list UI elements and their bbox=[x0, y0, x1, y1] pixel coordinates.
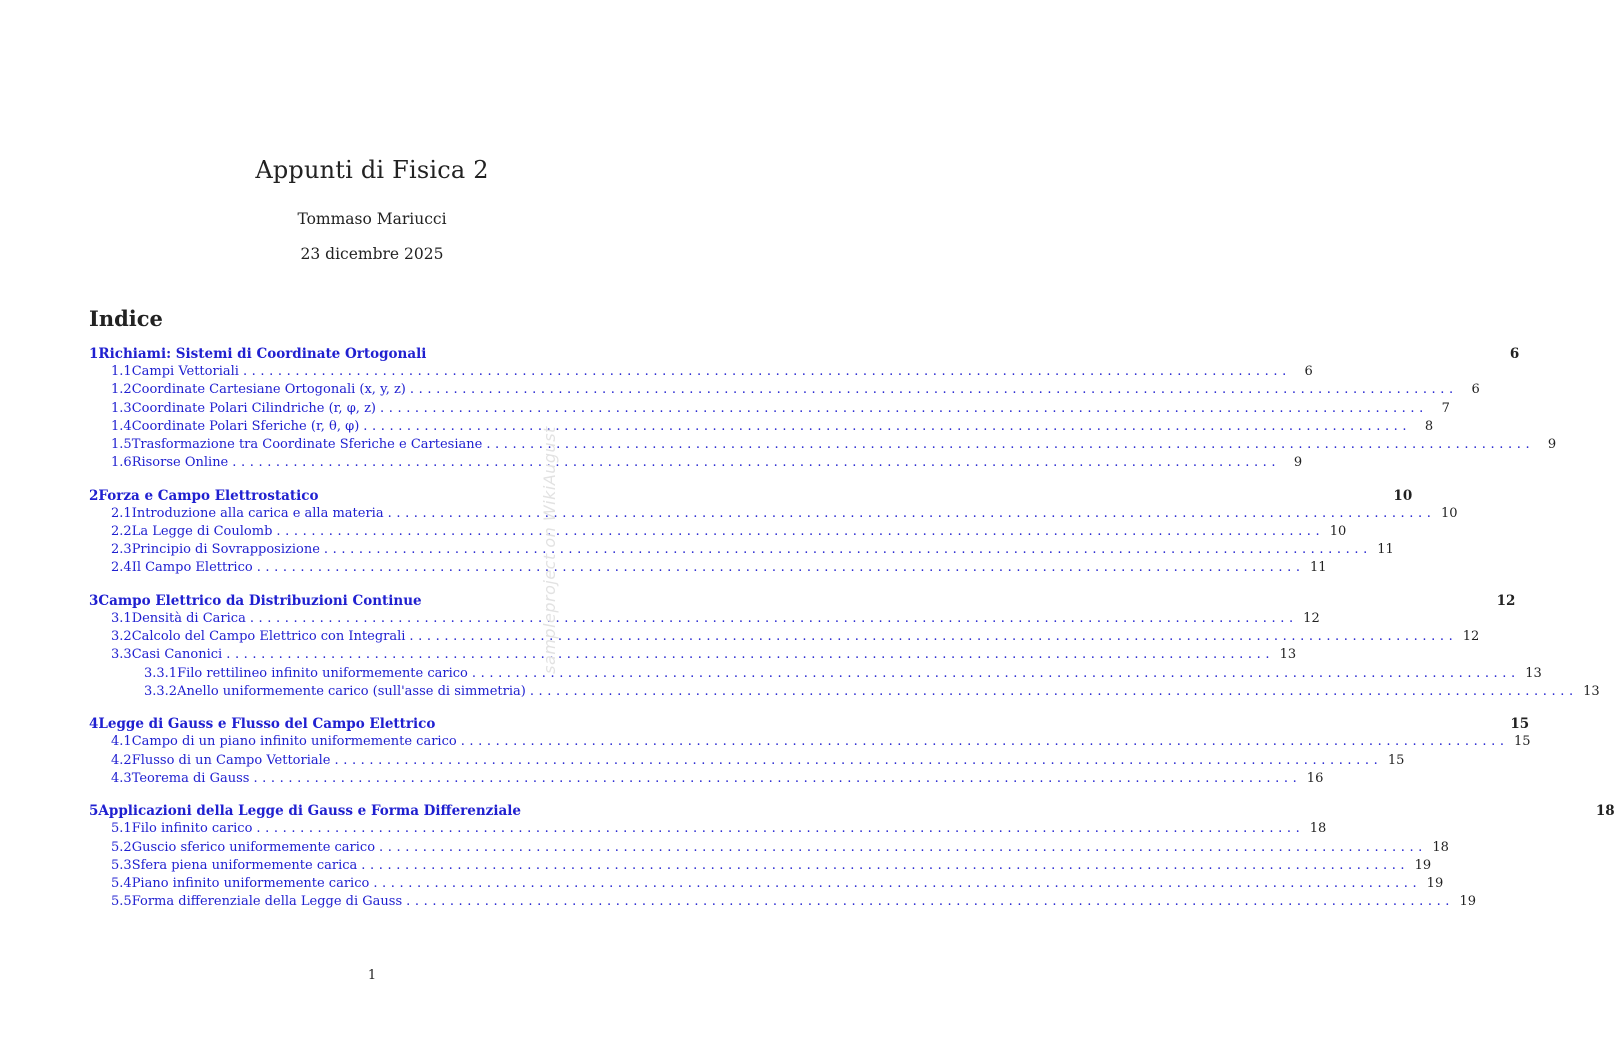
toc-entry-label[interactable]: Principio di Sovrapposizione bbox=[131, 542, 320, 558]
toc-entry-label[interactable]: Sfera piena uniformemente carica bbox=[131, 857, 358, 873]
toc-entry-number: 4.2 bbox=[111, 752, 132, 768]
toc-entry-number: 1.1 bbox=[111, 364, 132, 380]
toc-entry-number: 1.2 bbox=[111, 382, 132, 398]
toc-entry-page: 18 bbox=[1432, 839, 1449, 855]
toc-entry-label[interactable]: Trasformazione tra Coordinate Sferiche e Cartesiane bbox=[131, 437, 483, 452]
toc-leader-dots: ........................................................................................................................ bbox=[256, 821, 1305, 837]
toc-leader-dots: ........................................................................................................................ bbox=[226, 647, 1275, 663]
toc-entry-label[interactable]: Forma differenziale della Legge di Gauss bbox=[131, 894, 403, 910]
toc-leader-dots: ........................................................................................................................ bbox=[276, 524, 1325, 539]
toc-section-2-2[interactable] bbox=[89, 523, 1347, 541]
toc-section-1-2[interactable] bbox=[89, 381, 1480, 399]
toc-entry-page: 11 bbox=[1310, 560, 1327, 576]
toc-entry-number: 5 bbox=[89, 803, 99, 820]
toc-entry-page: 12 bbox=[1462, 629, 1480, 645]
toc-entry-label[interactable]: Campi Vettoriali bbox=[131, 364, 239, 380]
toc-entry-page: 6 bbox=[1509, 346, 1520, 362]
toc-entry-number: 3.3 bbox=[111, 647, 132, 663]
toc-entry-label[interactable]: Risorse Online bbox=[131, 455, 229, 471]
toc-leader-dots: ........................................................................................................................ bbox=[529, 683, 1578, 699]
toc-entry-number: 3.1 bbox=[111, 611, 132, 626]
toc-entry-label[interactable]: Densità di Carica bbox=[131, 611, 246, 626]
toc-entry-page: 13 bbox=[1279, 647, 1297, 663]
toc-entry-number: 5.3 bbox=[111, 857, 132, 873]
toc-leader-dots: ........................................................................................................................ bbox=[253, 770, 1302, 786]
toc-section-3-1[interactable] bbox=[89, 610, 1320, 628]
toc-leader-dots: ........................................................................................................................ bbox=[232, 455, 1281, 471]
toc-heading: Indice bbox=[89, 306, 163, 331]
toc-leader-dots: ........................................................................................................................ bbox=[256, 560, 1305, 576]
toc-section-1-3[interactable] bbox=[89, 400, 1450, 418]
toc-entry-page: 15 bbox=[1387, 752, 1405, 768]
toc-section-5-2[interactable] bbox=[89, 839, 1449, 857]
toc-entry-number: 2 bbox=[89, 487, 99, 504]
toc-section-5-3[interactable] bbox=[89, 857, 1432, 875]
toc-leader-dots: ........................................................................................................................ bbox=[242, 364, 1291, 380]
toc-entry-page: 6 bbox=[1471, 382, 1480, 398]
toc-entry-label[interactable]: Coordinate Polari Sferiche (r, θ, φ) bbox=[131, 418, 360, 434]
toc-entry-label[interactable]: Richiami: Sistemi di Coordinate Ortogonali bbox=[98, 346, 427, 362]
toc-entry-page: 13 bbox=[1583, 683, 1600, 699]
toc-section-3-3[interactable] bbox=[89, 646, 1297, 664]
toc-entry-number: 2.2 bbox=[111, 524, 132, 539]
toc-chapter-5[interactable] bbox=[89, 802, 1615, 820]
toc-section-5-5[interactable] bbox=[89, 893, 1477, 911]
toc-entry-number: 5.1 bbox=[111, 821, 132, 837]
toc-entry-label[interactable]: Legge di Gauss e Flusso del Campo Elettrico bbox=[98, 716, 436, 733]
toc-leader-dots: ........................................................................................................................ bbox=[361, 857, 1410, 873]
toc-entry-page: 15 bbox=[1510, 716, 1530, 733]
toc-entry-page: 8 bbox=[1424, 418, 1434, 434]
toc-entry-number: 4 bbox=[89, 716, 99, 733]
toc-entry-page: 9 bbox=[1547, 437, 1557, 452]
toc-section-1-6[interactable] bbox=[89, 454, 1303, 472]
toc-entry-number: 3.3.1 bbox=[144, 665, 178, 681]
toc-subsection-3-3-1[interactable] bbox=[89, 665, 1542, 683]
toc-chapter-3[interactable] bbox=[89, 592, 1516, 610]
toc-section-2-3[interactable] bbox=[89, 541, 1394, 559]
toc-entry-label[interactable]: Campo Elettrico da Distribuzioni Continue bbox=[98, 592, 422, 609]
toc-leader-dots: ........................................................................................................................ bbox=[460, 734, 1509, 750]
toc-entry-page: 12 bbox=[1303, 611, 1320, 626]
toc-entry-page: 10 bbox=[1329, 524, 1347, 539]
toc-entry-page: 9 bbox=[1293, 455, 1303, 471]
toc-entry-label[interactable]: Filo rettilineo infinito uniformemente carico bbox=[177, 665, 468, 681]
toc-section-1-4[interactable] bbox=[89, 418, 1434, 436]
toc-entry-label[interactable]: Forza e Campo Elettrostatico bbox=[98, 487, 319, 504]
toc-entry-number: 5.5 bbox=[111, 894, 132, 910]
toc-entry-label[interactable]: Teorema di Gauss bbox=[131, 770, 250, 786]
document-title: Appunti di Fisica 2 bbox=[255, 156, 489, 184]
toc-entry-page: 18 bbox=[1309, 821, 1327, 837]
toc-entry-number: 1.3 bbox=[111, 400, 132, 416]
toc-entry-page: 18 bbox=[1595, 803, 1615, 820]
toc-leader-dots: ........................................................................................................................ bbox=[334, 752, 1383, 768]
toc-entry-number: 1.5 bbox=[111, 437, 132, 452]
toc-leader-dots: ........................................................................................................................ bbox=[387, 505, 1436, 521]
toc-entry-number: 3 bbox=[89, 592, 99, 609]
toc-entry-label[interactable]: Calcolo del Campo Elettrico con Integrali bbox=[131, 629, 406, 645]
toc-leader-dots: ........................................................................................................................ bbox=[380, 400, 1428, 416]
toc-chapter-1[interactable] bbox=[89, 345, 1520, 363]
toc-entry-page: 6 bbox=[1304, 364, 1313, 380]
toc-entry-page: 10 bbox=[1393, 487, 1413, 504]
toc-leader-dots: ........................................................................................................................ bbox=[406, 894, 1455, 910]
toc-leader-dots: ........................................................................................................................ bbox=[471, 665, 1520, 681]
document-date: 23 dicembre 2025 bbox=[300, 245, 444, 263]
toc-leader-dots: ........................................................................................................................ bbox=[373, 876, 1422, 891]
toc-entry-label[interactable]: La Legge di Coulomb bbox=[131, 524, 273, 539]
toc-entry-page: 15 bbox=[1514, 734, 1531, 750]
toc-section-5-1[interactable] bbox=[89, 820, 1327, 838]
toc-entry-page: 19 bbox=[1426, 876, 1444, 891]
toc-leader-dots: ........................................................................................................................ bbox=[409, 629, 1458, 645]
toc-section-2-4[interactable] bbox=[89, 559, 1327, 577]
toc-entry-page: 7 bbox=[1441, 400, 1450, 416]
toc-entry-number: 4.1 bbox=[111, 734, 132, 750]
toc-section-4-2[interactable] bbox=[89, 752, 1405, 770]
toc-entry-number: 1.4 bbox=[111, 418, 132, 434]
toc-entry-label[interactable]: Coordinate Polari Cilindriche (r, φ, z) bbox=[131, 400, 376, 416]
toc-entry-number: 1 bbox=[89, 346, 99, 362]
toc-entry-label[interactable]: Filo infinito carico bbox=[131, 821, 253, 837]
toc-entry-number: 5.2 bbox=[111, 839, 132, 855]
toc-entry-number: 2.1 bbox=[111, 505, 132, 521]
toc-entry-label[interactable]: Piano infinito uniformemente carico bbox=[131, 876, 370, 891]
toc-section-3-2[interactable] bbox=[89, 628, 1480, 646]
toc-entry-page: 11 bbox=[1377, 542, 1394, 558]
toc-section-1-1[interactable] bbox=[89, 363, 1313, 381]
toc-entry-label[interactable]: Il Campo Elettrico bbox=[131, 560, 253, 576]
toc-entry-number: 3.3.2 bbox=[144, 683, 178, 699]
document-author: Tommaso Mariucci bbox=[297, 210, 447, 228]
toc-entry-page: 12 bbox=[1496, 592, 1516, 609]
toc-entry-page: 13 bbox=[1525, 665, 1542, 681]
toc-entry-number: 2.3 bbox=[111, 542, 132, 558]
toc-subsection-3-3-2[interactable] bbox=[89, 683, 1600, 701]
toc-leader-dots: ........................................................................................................................ bbox=[249, 611, 1298, 626]
toc-leader-dots: ........................................................................................................................ bbox=[323, 542, 1372, 558]
toc-entry-label[interactable]: Anello uniformemente carico (sull'asse di simmetria) bbox=[177, 683, 526, 699]
toc-entry-page: 16 bbox=[1306, 770, 1324, 786]
toc-entry-label[interactable]: Campo di un piano infinito uniformemente carico bbox=[131, 734, 457, 750]
toc-entry-label[interactable]: Guscio sferico uniformemente carico bbox=[131, 839, 376, 855]
toc-leader-dots: ........................................................................................................................ bbox=[363, 418, 1412, 434]
toc-entry-label[interactable]: Flusso di un Campo Vettoriale bbox=[131, 752, 331, 768]
toc-section-5-4[interactable] bbox=[89, 875, 1444, 893]
toc-section-4-3[interactable] bbox=[89, 770, 1324, 788]
toc-section-1-5[interactable] bbox=[89, 436, 1557, 454]
toc-entry-number: 2.4 bbox=[111, 560, 132, 576]
toc-chapter-2[interactable] bbox=[89, 487, 1413, 505]
toc-entry-page: 10 bbox=[1440, 505, 1458, 521]
page-number: 1 bbox=[367, 968, 377, 983]
toc-leader-dots: ........................................................................................................................ bbox=[409, 382, 1458, 398]
toc-entry-number: 5.4 bbox=[111, 876, 132, 891]
toc-entry-page: 19 bbox=[1459, 894, 1477, 910]
toc-entry-number: 3.2 bbox=[111, 629, 132, 645]
watermark: sampleproject on WikiAugust bbox=[540, 426, 559, 674]
toc-entry-number: 1.6 bbox=[111, 455, 132, 471]
toc-chapter-4[interactable] bbox=[89, 715, 1530, 733]
toc-leader-dots: ........................................................................................................................ bbox=[379, 839, 1427, 855]
toc-section-4-1[interactable] bbox=[89, 733, 1531, 751]
toc-section-2-1[interactable] bbox=[89, 505, 1458, 523]
toc-entry-label[interactable]: Coordinate Cartesiane Ortogonali (x, y, z) bbox=[131, 382, 406, 398]
toc-entry-label[interactable]: Introduzione alla carica e alla materia bbox=[131, 505, 384, 521]
toc-entry-label[interactable]: Applicazioni della Legge di Gauss e Forma Differenziale bbox=[98, 803, 521, 820]
toc-entry-label[interactable]: Casi Canonici bbox=[131, 647, 223, 663]
toc-leader-dots: ........................................................................................................................ bbox=[486, 437, 1535, 452]
toc-entry-number: 4.3 bbox=[111, 770, 132, 786]
toc-entry-page: 19 bbox=[1414, 857, 1432, 873]
